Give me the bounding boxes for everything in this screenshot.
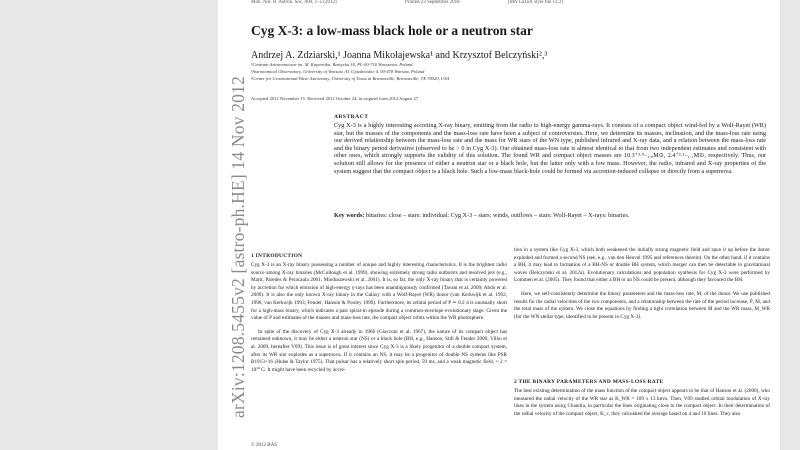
paper-page xyxy=(218,0,780,450)
keywords-label: Key words: xyxy=(334,212,365,219)
keywords xyxy=(334,212,766,220)
abstract-heading: ABSTRACT xyxy=(334,114,369,120)
section-heading-binary-parameters: 2 THE BINARY PARAMETERS AND MASS-LOSS RATE xyxy=(514,379,664,385)
paper-title: Cyg X-3: a low-mass black hole or a neutron star xyxy=(251,23,533,38)
affiliation-1: ¹Centrum Astronomiczne im. M. Kopernika, Bartycka 18, PL-00-716 Warszawa, Poland xyxy=(251,62,413,67)
paragraph: tion in a system like Cyg X-3, which both weakened the initially strong magnetic field and spun it up before the donor exploded and formed a second NS (see, e.g., van den Heuvel 1995 and references therein). On the other hand, if it contains a BH, it may lead to formation of a BH-NS or double BH system, which merger can then be detectable in gravitational waves (Belczyński et al. 2012a). Evolutionary calculations and population synthesis for Cyg X-3 were performed by Lommen et al. (2005). They found that either a BH or an NS could be present, although they favoured the BH. xyxy=(514,247,770,284)
affiliation-3: ³Center for Gravitational Wave Astronomy, University of Texas at Brownsville, Brownsville, TX 78520, USA xyxy=(251,76,450,81)
paragraph: Here, we self-consistently determine the binary parameters and the mass-loss rate, Ṁ, of the donor. We use published results for the radial velocities of the two components, and a relationship between the rate of the period increase, Ṗ, Ṁ, and the total mass of the system. We close the equations by finding a tight correlation between Ṁ and the WR mass, M_WR (for the WN stellar type, identified to be present in Cyg X-3). xyxy=(514,290,770,320)
paragraph: Cyg X-3 is an X-ray binary possessing a number of unique and highly interesting characteristics. It is the brightest radio source among X-ray binaries (McCollough et al. 1999), showing extremely strong radio outbursts and resolved jets (e.g., Martí, Paredes & Peracaula 2001; Mioduszewski et al. 2001). It is, so far, the only X-ray binary that is certainly powered by accretion for which emission of high-energy γ-rays has been unambiguously confirmed (Tavani et al. 2009; Abdo et al. 2009). It is also the only known X-ray binary in the Galaxy with a Wolf-Rayet (WR) donor (van Kerkwijk et al. 1992, 1996; van Kerkwijk 1993; Fender, Hanson & Pooley 1999). Furthermore, its orbital period of P ≃ 0.2 d is unusually short for a high-mass binary, which indicates a past spiral-in episode during a common-envelope evolutionary stage. Given the value of P and estimates of the masses and mass-loss rate, the compact object orbits within the WR photosphere. xyxy=(251,262,507,322)
abstract-text: Cyg X-3 is a highly interesting accreting X-ray binary, emitting from the radio to high-energy gamma-rays. It consists of a compact object wind-fed by a Wolf-Rayet (WR) star, but the masses of the components and the mass-loss rate have been a subject of controversies. Here, we determine its masses, inclination, and the mass-loss rate using our derived relationship between the mass-loss rate and the mass for WR stars of the WN type, published infrared and X-ray data, and a relation between the mass-loss rate and the binary period derivative (observed to be > 0 in Cyg X-3). Our obtained mass-loss rate is almost identical to that from two independent estimates and consistent with other ones, which strongly supports the validity of this solution. The found WR and compact object masses are 10.3⁺³·⁹₋₂.₈M⊙, 2.4⁺²·¹₋₁.₁M⊙, respectively. Thus, our solution still allows for the presence of either a neutron star or a black hole, but the latter only with a low mass. However, the radio, infrared and X-ray properties of the system suggest that the compact object is a black hole. Such a low-mass black-hole could be formed via accretion-induced collapse or directly from a supernova. xyxy=(334,122,766,175)
section-heading-introduction: 1 INTRODUCTION xyxy=(251,253,303,259)
left-column xyxy=(251,262,507,380)
right-column xyxy=(514,247,770,327)
acceptance-dates: Accepted 2012 November 15. Received 2012 October 24; in original form 2012 August 27 xyxy=(251,96,419,101)
keywords-text: binaries: close – stars: individual: Cyg X-3 – stars: winds, outflows – stars: Wolf-Rayet – X-rays: binaries. xyxy=(365,212,630,219)
affiliation-2: ²Astronomical Observatory, University of Warsaw, Al. Ujazdowskie 4, 00-478 Warsaw, Poland xyxy=(251,69,425,74)
style-file: (MN LaTeX style file v2.2) xyxy=(508,0,564,5)
paragraph: In spite of the discovery of Cyg X-3 already in 1966 (Giacconi et al. 1967), the nature of its compact object has remained unknown, it may be either a neutron star (NS) or a black hole (BH, e.g., Hanson, Still & Fender 2000; Vilhu et al. 2009, hereafter V09). This issue is of great interest since Cyg X-3 is a likely progenitor of a double compact system, after its WR star explodes as a supernova. If it contains an NS, it may be a progenitor of double NS systems like PSR B1913+16 (Hulse & Taylor 1975). That pulsar has a relatively short spin period, 59 ms, and a weak magnetic field, ≈ 2 × 10¹⁰ G. It might have been recycled by accre- xyxy=(251,328,507,373)
arxiv-stamp: arXiv:1208.5455v2 [astro-ph.HE] 14 Nov 2012 xyxy=(228,75,248,418)
printed-date: Printed 23 September 2018 xyxy=(405,0,460,5)
author-list: Andrzej A. Zdziarski,¹ Joanna Mikołajewska¹ and Krzysztof Belczyński²,³ xyxy=(251,50,548,61)
viewer-left-margin xyxy=(0,0,218,450)
viewer-right-margin xyxy=(780,0,800,450)
paragraph: The best existing determination of the mass function of the compact object appears to be that of Hanson et al. (2000), who measured the radial velocity of the WR star as K_WR = 109 ± 13 km/s. Then, V09 studied orbital modulation of X-ray lines in the system using Chandra, in particular the lines originating close to the compact object. In their determination of the radial velocity of the compact object, K_c, they calculated the average based on 4 and 10 lines. They also xyxy=(514,388,770,417)
copyright-notice: © 2012 RAS xyxy=(251,443,278,448)
journal-header: Mon. Not. R. Astron. Soc. 000, 1–5 (2012) xyxy=(251,0,337,5)
right-column-continued xyxy=(514,388,770,424)
